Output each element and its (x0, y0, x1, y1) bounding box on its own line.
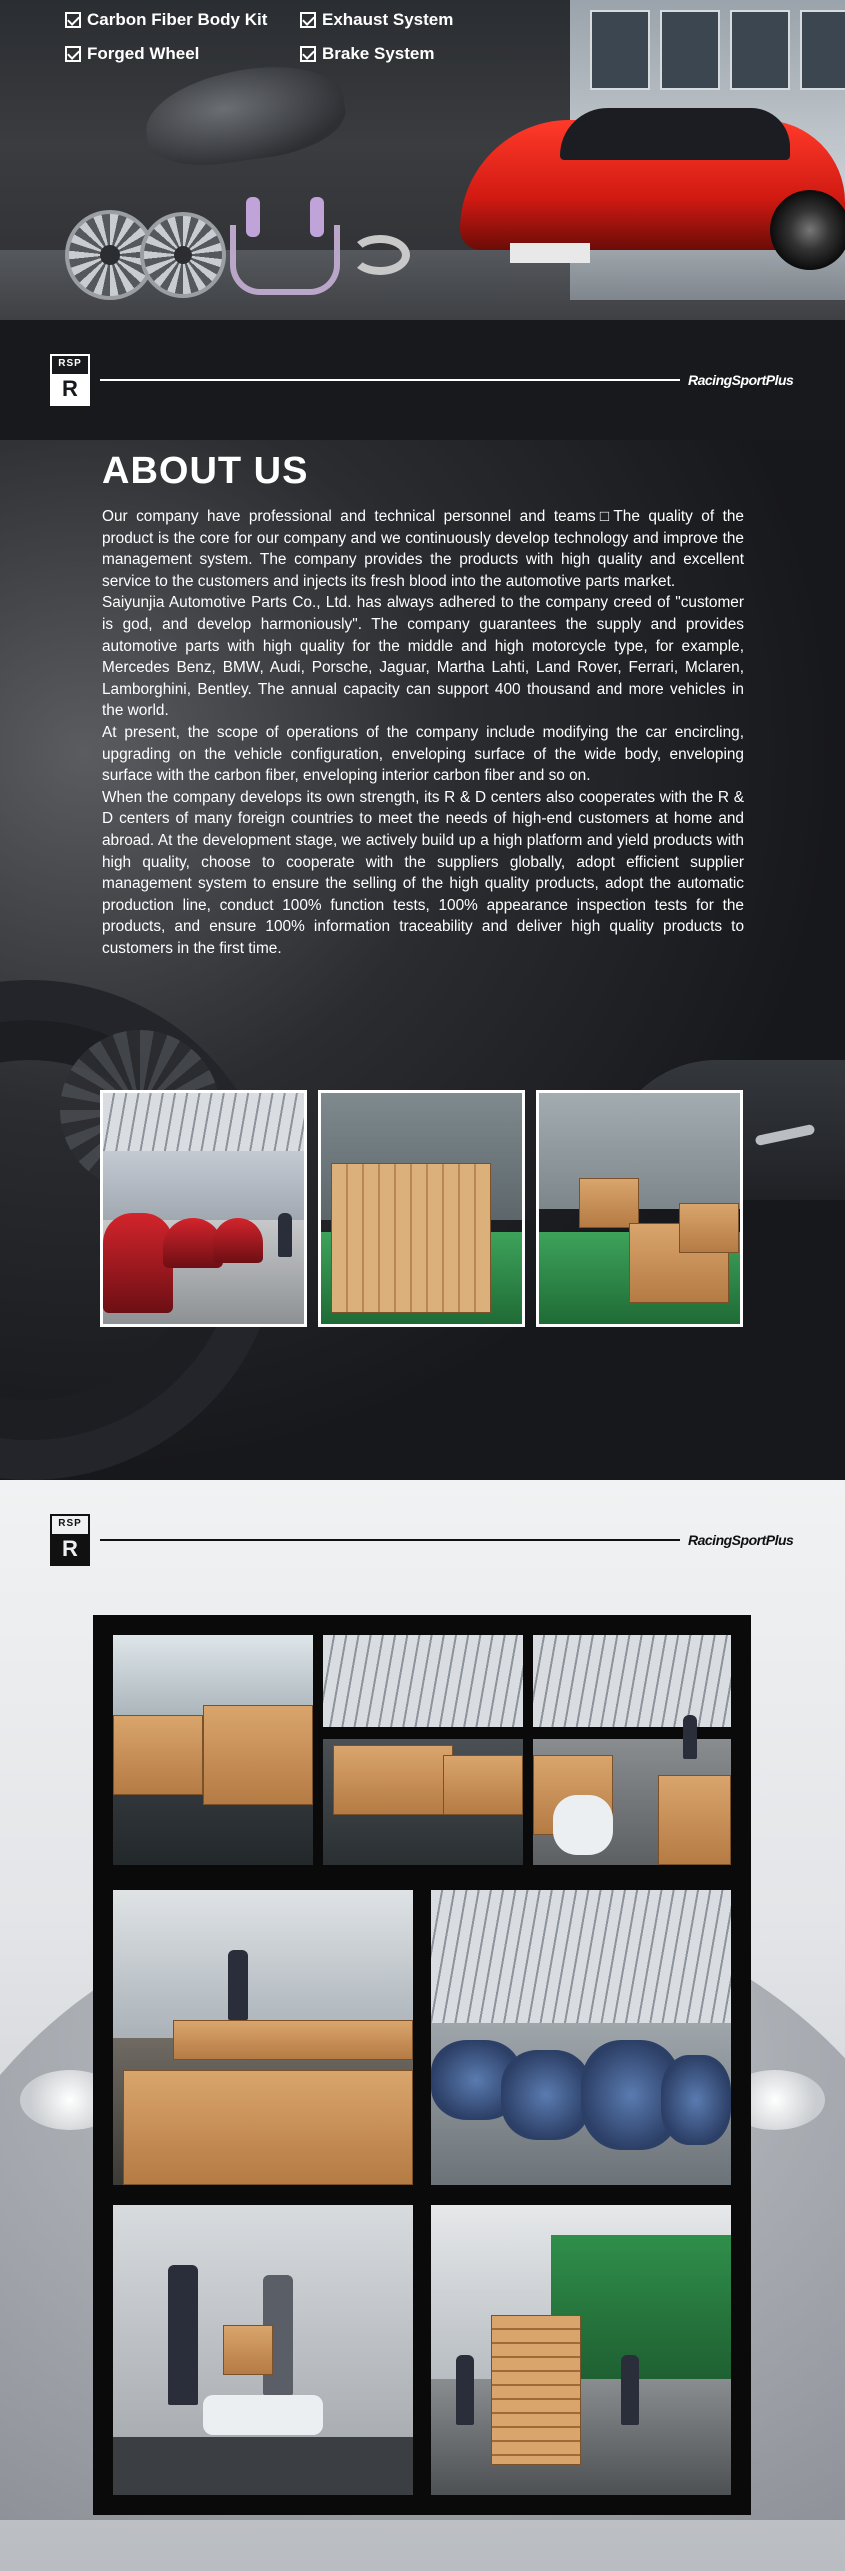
checkbox-icon (65, 12, 81, 28)
feature-label: Carbon Fiber Body Kit (87, 10, 268, 29)
hero-banner (0, 0, 845, 320)
about-section (0, 440, 845, 1480)
forged-wheel-image (140, 212, 226, 298)
factory-photo-boxes (318, 1090, 525, 1327)
about-paragraph: Saiyunjia Automotive Parts Co., Ltd. has always adhered to the company creed of "customer is god, and develop harmoniously". The company guarantees the supply and provides automotive parts with high quality for the middle and high motorcycle type, for example, Mercedes Benz, BMW, Audi, Porsche, Jaguar, Martha Lahti, Land Rover, Ferrari, Mclaren, Lamborghini, Bentley. The annual capacity can support 400 thousand and more vehicles in the world. (102, 594, 744, 720)
feature-label: Exhaust System (322, 10, 454, 29)
about-title: ABOUT US (102, 450, 309, 492)
brand-header (0, 1480, 845, 1600)
about-body (102, 506, 744, 959)
checkbox-icon (300, 12, 316, 28)
logo-mark-icon: R (52, 1534, 88, 1564)
feature-list (65, 10, 500, 64)
exhaust-system-image (230, 225, 340, 295)
checkbox-icon (300, 46, 316, 62)
gallery-photo-unboxing (113, 1890, 413, 2185)
feature-item (300, 44, 500, 64)
feature-item (65, 10, 300, 30)
warehouse-section (0, 1480, 845, 2571)
divider-line (100, 1539, 680, 1541)
intake-pipe-image (350, 235, 410, 275)
brand-name: RacingSportPlus (688, 1532, 794, 1548)
gallery-photo-packing (323, 1635, 523, 1865)
brand-header (0, 320, 845, 440)
brand-name: RacingSportPlus (688, 372, 794, 388)
gallery-photo-crates (113, 1635, 313, 1865)
factory-photo-warehouse (536, 1090, 743, 1327)
about-paragraph: When the company develops its own strength, its R & D centers also cooperates with the R & D centers of many foreign countries to meet the needs of high-end customers at home and abroad. At the development stage, we actively build up a high platform and yield products with high quality, choose to cooperate with the suppliers globally, adopt efficient supplier management system to ensure the selling of the high quality products, adopt the automatic production line, conduct 100% function tests, 100% appearance inspection tests for the products, and ensure 100% information traceability and deliver high quality products to customers in the first time. (102, 788, 744, 957)
about-paragraph: Our company have professional and technical personnel and teams□The quality of the product is the core for our company and we continuously develop technology and improve the management system. The company provides the products with high quality and excellent service to the customers and injects its fresh blood into the automotive parts market. (102, 508, 744, 590)
gallery-photo-wrapped-parts (431, 1890, 731, 2185)
feature-label: Brake System (322, 44, 435, 63)
divider-line (100, 379, 680, 381)
gallery-photo-loading (113, 2205, 413, 2495)
feature-item (65, 44, 300, 64)
feature-item (300, 10, 500, 30)
brand-logo: RSP R (50, 354, 90, 406)
warehouse-gallery (93, 1615, 751, 2515)
gallery-photo-stock (533, 1635, 731, 1865)
logo-mark-icon: R (52, 374, 88, 404)
about-paragraph: At present, the scope of operations of the company include modifying the car encircling, upgrading on the vehicle configuration, enveloping surface of the wide body, enveloping surface with the carbon fiber, enveloping interior carbon fiber and so on. (102, 723, 744, 785)
checkbox-icon (65, 46, 81, 62)
factory-photo-assembly (100, 1090, 307, 1327)
carbon-hood-image (140, 57, 351, 174)
brand-logo: RSP R (50, 1514, 90, 1566)
factory-photo-row (100, 1090, 743, 1327)
gallery-photo-container-truck (431, 2205, 731, 2495)
feature-label: Forged Wheel (87, 44, 200, 63)
